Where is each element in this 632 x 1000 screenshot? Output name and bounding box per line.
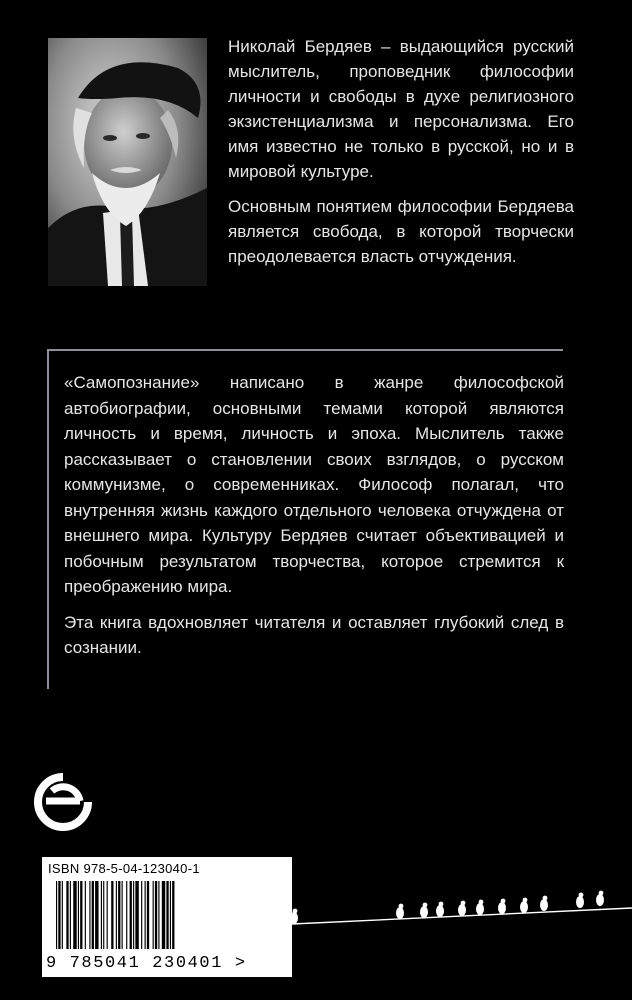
barcode-bar [73, 881, 76, 949]
barcode-bar [78, 881, 79, 949]
barcode-bar [126, 881, 127, 949]
barcode-bar [66, 881, 68, 949]
barcode-bar [172, 881, 174, 949]
barcode-bar [116, 881, 117, 949]
barcode-bar [89, 881, 90, 949]
barcode-bar [153, 881, 154, 949]
author-paragraph: Николай Бердяев – выдающийся русский мыслитель, проповедник философии личности и свободы в духе религиозного экзистенциализма и персонализма. Его имя известно не только в русской, но и в мировой культуре. [228, 37, 574, 181]
isbn-label: ISBN 978-5-04-123040-1 [48, 861, 200, 876]
book-paragraph: Эта книга вдохновляет читателя и оставляет глубокий след в сознании. [64, 612, 564, 657]
barcode-bar [58, 881, 60, 949]
barcode-bar [147, 881, 149, 949]
barcode-bar [103, 881, 104, 949]
barcode-bar [158, 881, 159, 949]
barcode-bar [170, 881, 171, 949]
barcode-bar [122, 881, 123, 949]
barcode-bar [162, 881, 165, 949]
barcode-bar [107, 881, 108, 949]
barcode-bar [85, 881, 86, 949]
barcode-bar [101, 881, 102, 949]
barcode-bar [80, 881, 82, 949]
barcode-bar [70, 881, 71, 949]
author-portrait-icon [48, 38, 207, 286]
barcode-bar [133, 881, 134, 949]
eksmo-logo-icon [32, 771, 94, 833]
barcode-bar [130, 881, 132, 949]
barcode-bar [141, 881, 142, 949]
author-paragraph: Основным понятием философии Бердяева является свобода, в которой творчески преодолевается власть отчуждения. [228, 197, 574, 266]
barcode-digits: 9 785041 230401 > [46, 954, 247, 973]
barcode-bar [62, 881, 63, 949]
barcode-bar [155, 881, 157, 949]
barcode-bar [145, 881, 146, 949]
book-paragraph: «Самопознание» написано в жанре философской автобиографии, основными темами которой являются личность и время, личность и эпоха. Мыслитель также рассказывает о становлении своих взглядов, о русском коммунизме, о современниках. Философ полагал, что внутренняя жизнь каждого отдельного человека отчуждена от внешнего мира. Культуру Бердяев считает объективацией и побочным результатом творчества, которое стремится к преображению мира. [64, 373, 564, 596]
barcode-bar [111, 881, 113, 949]
barcode-bar [92, 881, 94, 949]
barcode-bar [166, 881, 168, 949]
barcode [42, 857, 292, 977]
barcode-bar [118, 881, 120, 949]
author-portrait [48, 38, 207, 286]
barcode-bar [135, 881, 138, 949]
birds-on-wire-icon [292, 880, 632, 940]
book-description [64, 370, 564, 671]
barcode-bar [95, 881, 98, 949]
barcode-bars [56, 881, 278, 949]
author-description [228, 34, 574, 279]
barcode-bar [56, 881, 57, 949]
